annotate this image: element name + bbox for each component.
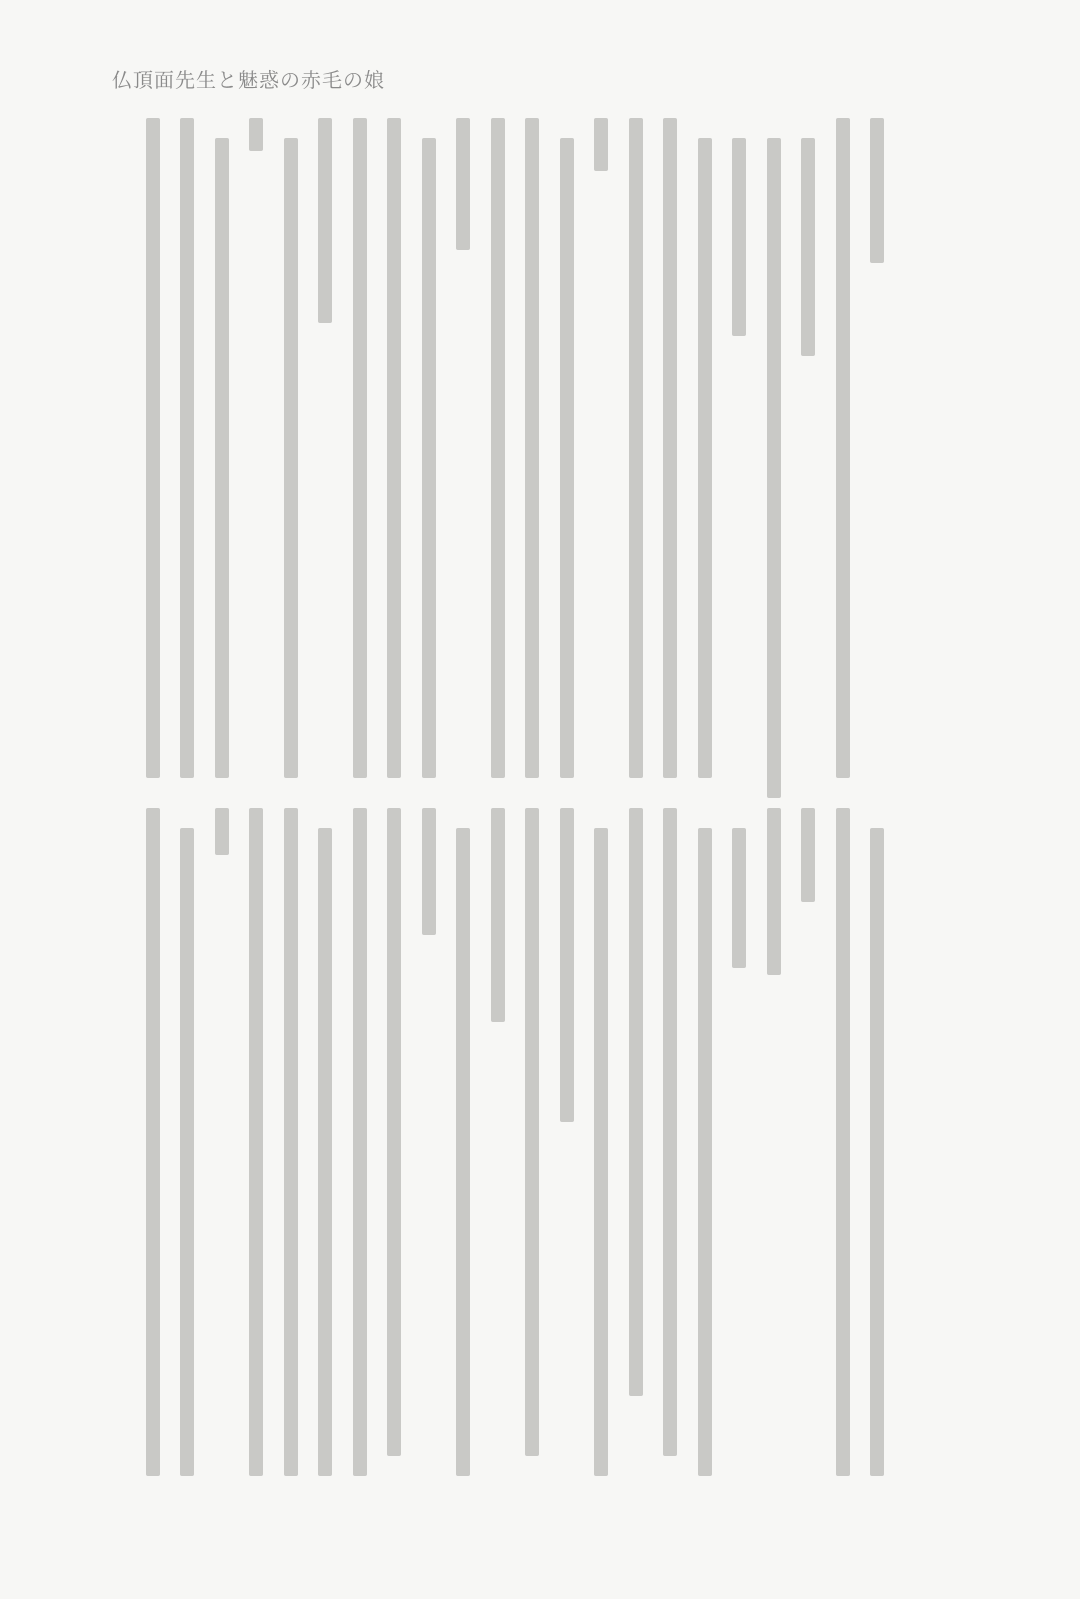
text-line-placeholder	[560, 138, 574, 778]
text-line-placeholder	[698, 828, 712, 1476]
text-line-placeholder	[249, 808, 263, 1476]
text-line-placeholder	[663, 808, 677, 1456]
text-line-placeholder	[249, 118, 263, 151]
text-line-placeholder	[801, 808, 815, 902]
text-line-placeholder	[594, 118, 608, 171]
text-line-placeholder	[284, 808, 298, 1476]
text-line-placeholder	[594, 828, 608, 1476]
text-line-placeholder	[387, 808, 401, 1456]
text-line-placeholder	[456, 118, 470, 250]
text-line-placeholder	[491, 808, 505, 1022]
text-line-placeholder	[801, 138, 815, 356]
text-line-placeholder	[215, 808, 229, 855]
text-line-placeholder	[870, 118, 884, 263]
text-line-placeholder	[422, 808, 436, 935]
text-line-placeholder	[353, 118, 367, 778]
text-line-placeholder	[491, 118, 505, 778]
text-line-placeholder	[284, 138, 298, 778]
text-line-placeholder	[215, 138, 229, 778]
text-line-placeholder	[732, 828, 746, 968]
text-line-placeholder	[767, 808, 781, 975]
text-line-placeholder	[767, 138, 781, 798]
text-line-placeholder	[180, 828, 194, 1476]
text-line-placeholder	[180, 118, 194, 778]
running-header: 仏頂面先生と魅惑の赤毛の娘	[112, 68, 385, 92]
text-line-placeholder	[146, 808, 160, 1476]
text-line-placeholder	[732, 138, 746, 336]
text-line-placeholder	[836, 808, 850, 1476]
text-block-bottom	[110, 808, 890, 1476]
text-line-placeholder	[456, 828, 470, 1476]
text-line-placeholder	[422, 138, 436, 778]
text-line-placeholder	[318, 828, 332, 1476]
text-line-placeholder	[629, 808, 643, 1396]
text-line-placeholder	[353, 808, 367, 1476]
text-line-placeholder	[525, 808, 539, 1456]
text-line-placeholder	[698, 138, 712, 778]
text-line-placeholder	[870, 828, 884, 1476]
text-line-placeholder	[629, 118, 643, 778]
text-block-top	[110, 118, 890, 778]
text-line-placeholder	[525, 118, 539, 778]
text-line-placeholder	[836, 118, 850, 778]
text-line-placeholder	[663, 118, 677, 778]
text-line-placeholder	[560, 808, 574, 1122]
text-line-placeholder	[146, 118, 160, 778]
text-line-placeholder	[318, 118, 332, 323]
text-line-placeholder	[387, 118, 401, 778]
